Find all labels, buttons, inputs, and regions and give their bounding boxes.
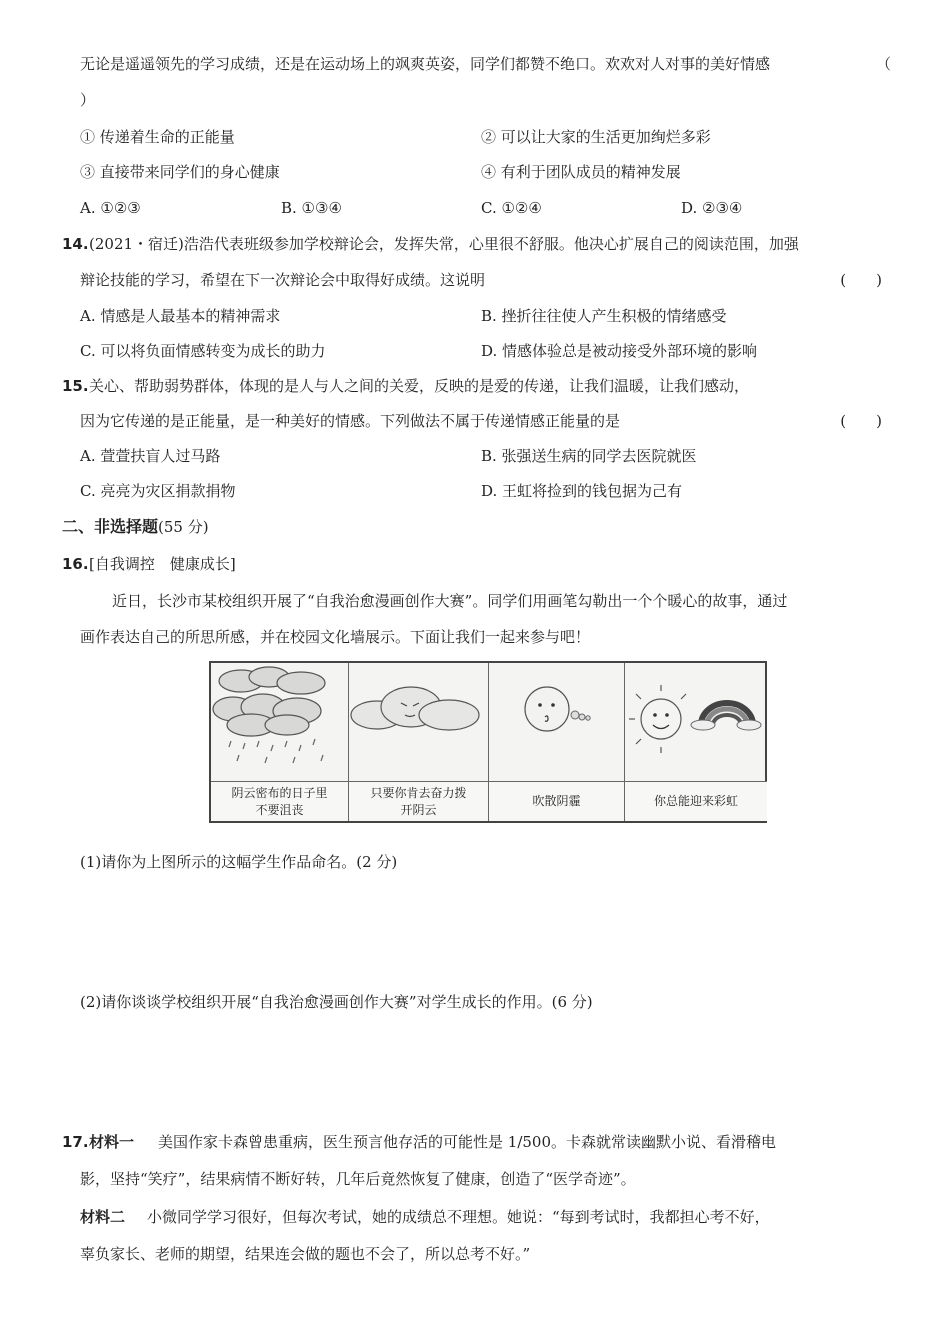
q14-choice-b: B. 挫折往往使人产生积极的情绪感受 — [481, 307, 727, 325]
q13-option-2: ② 可以让大家的生活更加绚烂多彩 — [481, 128, 711, 146]
puffing-cloud-illustration — [349, 663, 487, 781]
q15-choice-a: A. 萱萱扶盲人过马路 — [80, 447, 221, 465]
q14-choice-c: C. 可以将负面情感转变为成长的助力 — [80, 342, 326, 360]
comic-panel-1 — [211, 663, 349, 821]
q14-choice-d: D. 情感体验总是被动接受外部环境的影响 — [481, 342, 758, 360]
q15-choice-c: C. 亮亮为灾区捐款捐物 — [80, 482, 236, 500]
q13-option-4: ④ 有利于团队成员的精神发展 — [481, 163, 681, 181]
q13-option-1: ① 传递着生命的正能量 — [80, 128, 235, 146]
q13-answer-paren-open: （ — [876, 55, 892, 73]
q14-stem-line1: (2021・宿迁)浩浩代表班级参加学校辩论会，发挥失常，心里很不舒服。他决心扩展自己的阅读范围，加强 — [89, 235, 799, 253]
q15-choice-d: D. 王虹将捡到的钱包据为己有 — [481, 482, 683, 500]
q16-paragraph-line1: 近日，长沙市某校组织开展了“自我治愈漫画创作大赛”。同学们用画笔勾勒出一个个暖心的故事，通过 — [112, 592, 788, 610]
q16-sub-question-2: (2)请你谈谈学校组织开展“自我治愈漫画创作大赛”对学生成长的作用。(6 分) — [80, 993, 593, 1011]
q13-choice-a: A. ①②③ — [80, 199, 141, 217]
sun-rainbow-illustration — [625, 663, 767, 781]
section-heading — [62, 517, 209, 537]
q14-choice-a: A. 情感是人最基本的精神需求 — [80, 307, 281, 325]
q16-tag: [自我调控 健康成长] — [89, 555, 236, 573]
q17-material-2-label: 材料二 — [80, 1208, 126, 1226]
comic-caption-2: 只要你肯去奋力拨开阴云 — [349, 781, 488, 821]
section-score: (55 分) — [158, 518, 209, 536]
rain-cloud-illustration — [211, 663, 347, 781]
q13-choice-c: C. ①②④ — [481, 199, 542, 217]
comic-panel-3 — [489, 663, 625, 821]
section-title: 二、非选择题 — [62, 517, 159, 536]
q17-material-1-label: 材料一 — [89, 1133, 135, 1151]
q15-stem-line2: 因为它传递的是正能量，是一种美好的情感。下列做法不属于传递情感正能量的是 — [80, 412, 621, 430]
q15-answer-paren: ( ) — [840, 412, 882, 430]
blowing-sun-illustration — [489, 663, 623, 781]
comic-caption-1: 阴云密布的日子里不要沮丧 — [211, 781, 348, 821]
q14-answer-paren: ( ) — [840, 271, 882, 289]
comic-caption-3: 吹散阴霾 — [489, 781, 624, 821]
q13-stem-line1: 无论是遥遥领先的学习成绩，还是在运动场上的飒爽英姿，同学们都赞不绝口。欢欢对人对事的美好情感 — [80, 55, 771, 73]
comic-strip — [209, 661, 767, 823]
q13-answer-paren-close: ） — [80, 91, 96, 109]
q13-choice-b: B. ①③④ — [281, 199, 342, 217]
comic-caption-4: 你总能迎来彩虹 — [625, 781, 767, 821]
q16-sub-question-1: (1)请你为上图所示的这幅学生作品命名。(2 分) — [80, 853, 398, 871]
comic-panel-4 — [625, 663, 767, 821]
q16-paragraph-line2: 画作表达自己的所思所感，并在校园文化墙展示。下面让我们一起来参与吧！ — [80, 628, 591, 646]
q17-material-1-line2: 影，坚持“笑疗”，结果病情不断好转，几年后竟然恢复了健康，创造了“医学奇迹”。 — [80, 1170, 636, 1188]
comic-panel-2 — [349, 663, 489, 821]
q17-material-2-line1: 小微同学学习很好，但每次考试，她的成绩总不理想。她说：“每到考试时，我都担心考不好， — [147, 1208, 770, 1226]
q17-material-2-line2: 辜负家长、老师的期望，结果连会做的题也不会了，所以总考不好。” — [80, 1245, 531, 1263]
q15-choice-b: B. 张强送生病的同学去医院就医 — [481, 447, 697, 465]
q13-choice-d: D. ②③④ — [681, 199, 743, 217]
q15-stem-line1: 关心、帮助弱势群体，体现的是人与人之间的关爱，反映的是爱的传递，让我们温暖，让我们感动， — [89, 377, 750, 395]
q16-number: 16. — [62, 555, 89, 573]
q17-material-1-line1: 美国作家卡森曾患重病，医生预言他存活的可能性是 1/500。卡森就常读幽默小说、看滑稽电 — [158, 1133, 776, 1151]
q15-number: 15. — [62, 377, 89, 395]
q13-option-3: ③ 直接带来同学们的身心健康 — [80, 163, 280, 181]
q14-stem-line2: 辩论技能的学习，希望在下一次辩论会中取得好成绩。这说明 — [80, 271, 486, 289]
q14-number: 14. — [62, 235, 89, 253]
q17-number: 17. — [62, 1133, 89, 1151]
